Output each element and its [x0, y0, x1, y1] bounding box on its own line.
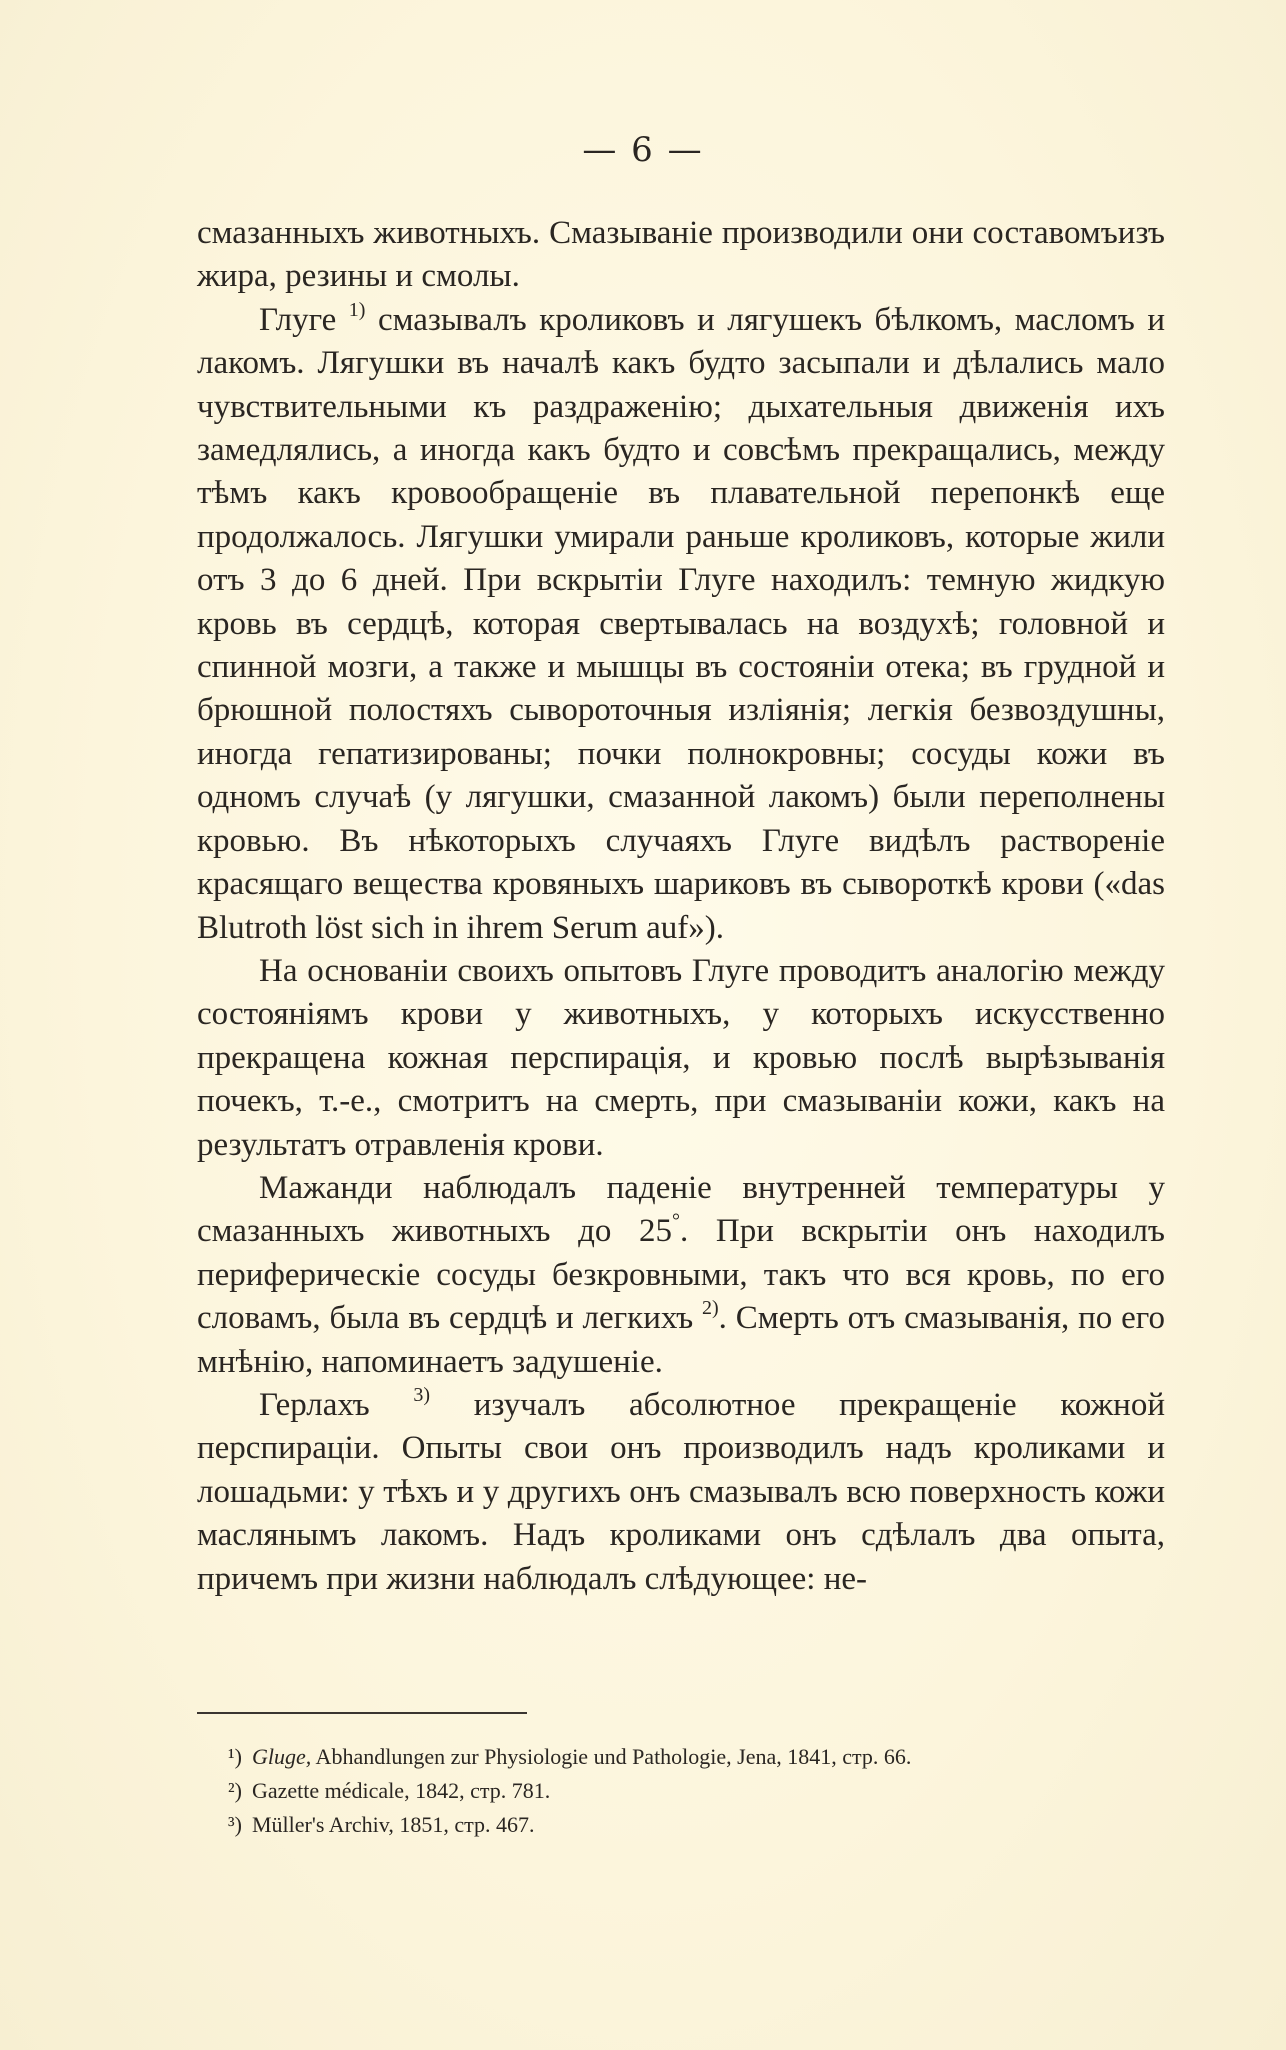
footnote-text: Müller's Archiv, 1851, стр. 467.	[252, 1812, 535, 1837]
paragraph-5	[197, 1384, 1165, 1601]
body-text	[197, 212, 1165, 1601]
footnote-1	[228, 1740, 1168, 1774]
paragraph-text: . Смерть отъ смазыванія, по его мнѣнію, напоминаетъ задушеніе.	[197, 1300, 1165, 1380]
footnote-ref-2: 2)	[702, 1297, 719, 1320]
paragraph-text: Герлахъ	[259, 1386, 414, 1423]
footnote-mark: ¹)	[228, 1744, 242, 1769]
paragraph-text: Глуге	[259, 301, 349, 338]
footnote-text: Abhandlungen zur Physiologie und Pathologie, Jena, 1841, стр. 66.	[311, 1744, 912, 1769]
footnote-3	[228, 1808, 1168, 1842]
paragraph-4	[197, 1167, 1165, 1384]
paragraph-text: смазывалъ кроликовъ и лягушекъ бѣлкомъ, масломъ и лакомъ. Лягушки въ началѣ какъ будто засыпали и дѣлались мало чувствительными къ раздраженію; дыхательныя движенія ихъ замедлялись, а иногда какъ будто и совсѣмъ прекращались, между тѣмъ какъ кровообращеніе въ плавательной перепонкѣ еще продолжалось. Лягушки умирали раньше кроликовъ, которые жили отъ 3 до 6 дней. При вскрытіи Глуге находилъ: темную жидкую кровь въ сердцѣ, которая свертывалась на воздухѣ; головной и спинной мозги, а также и мышцы въ состояніи отека; въ грудной и брюшной полостяхъ сывороточныя изліянія; легкія безвоздушны, иногда гепатизированы; почки полнокровны; сосуды кожи въ одномъ случаѣ (у лягушки, смазанной лакомъ) были переполнены кровью. Въ нѣкоторыхъ случаяхъ Глуге видѣлъ раствореніе красящаго вещества кровяныхъ шариковъ въ сывороткѣ крови («das Blutroth löst sich in ihrem Serum auf»).	[197, 301, 1165, 946]
paragraph-2	[197, 299, 1165, 950]
footnote-divider	[197, 1712, 527, 1714]
paragraph-text: Мажанди наблюдалъ паденіе внутренней температуры у смазанныхъ животныхъ до 25	[197, 1169, 1165, 1250]
footnote-text: Gazette médicale, 1842, стр. 781.	[252, 1778, 551, 1803]
footnote-author: Gluge,	[252, 1744, 312, 1769]
page-number: — 6 —	[582, 130, 704, 170]
paragraph-3	[197, 950, 1165, 1167]
paragraph-text: изучалъ абсолютное прекращеніе кожной перспираціи. Опыты свои онъ производилъ надъ кроликами и лошадьми: у тѣхъ и у другихъ онъ смазывалъ всю поверхность кожи маслянымъ лакомъ. Надъ кроликами онъ сдѣлалъ два опыта, причемъ при жизни наблюдалъ слѣдующее: не-	[197, 1386, 1165, 1597]
footnote-ref-1: 1)	[348, 298, 366, 321]
footnote-mark: ³)	[228, 1812, 242, 1837]
footnote-ref-3: 3)	[413, 1383, 431, 1406]
paragraph-text: . При вскрытіи онъ находилъ периферическіе сосуды безкровными, такъ что вся кровь, по его словамъ, была въ сердцѣ и легкихъ	[197, 1213, 1165, 1337]
paragraph-text: смазанныхъ животныхъ. Смазываніе производили они составомъизъ жира, резины и смолы.	[197, 215, 1165, 295]
footnote-mark: ²)	[228, 1778, 242, 1803]
paragraph-text: На основаніи своихъ опытовъ Глуге проводитъ аналогію между состояніямъ крови у животныхъ, у которыхъ искусственно прекращена кожная перспирація, и кровью послѣ вырѣзыванія почекъ, т.-е., смотритъ на смерть, при смазываніи кожи, какъ на результатъ отравленія крови.	[197, 952, 1165, 1163]
footnotes	[228, 1740, 1168, 1842]
footnote-2	[228, 1774, 1168, 1808]
degree-mark: °	[672, 1210, 680, 1233]
paragraph-1	[197, 212, 1165, 299]
